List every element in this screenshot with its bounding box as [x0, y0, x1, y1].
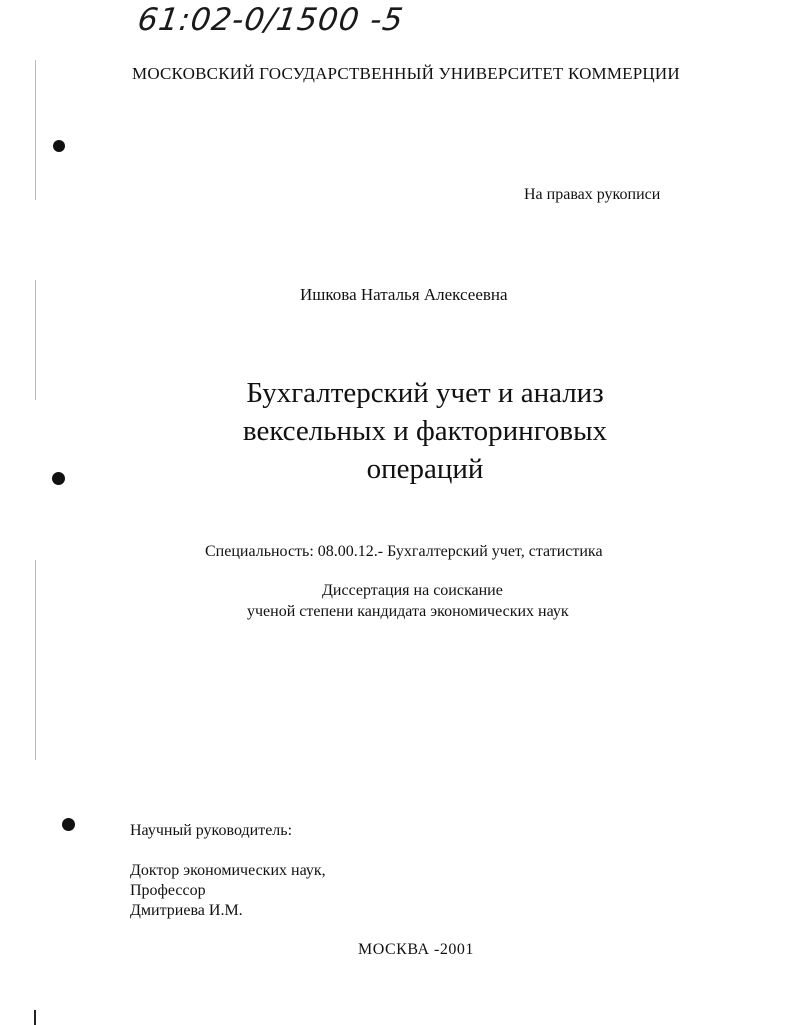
supervisor-name: Дмитриева И.М. — [130, 902, 243, 919]
university-name: МОСКОВСКИЙ ГОСУДАРСТВЕННЫЙ УНИВЕРСИТЕТ КОММЕРЦИИ — [132, 64, 680, 83]
supervisor-degree: Доктор экономических наук, — [130, 862, 326, 879]
scan-margin-line — [35, 560, 36, 760]
scan-margin-line — [35, 60, 36, 200]
dissertation-line: Диссертация на соискание — [322, 582, 503, 599]
scan-edge-mark — [34, 1010, 36, 1025]
author-name: Ишкова Наталья Алексеевна — [300, 285, 508, 304]
supervisor-label: Научный руководитель: — [130, 822, 293, 839]
punch-hole — [62, 818, 75, 831]
dissertation-title — [0, 374, 793, 488]
supervisor-rank: Профессор — [130, 882, 206, 899]
specialty-line: Специальность: 08.00.12.- Бухгалтерский учет, статистика — [205, 543, 603, 560]
rights-note: На правах рукописи — [524, 186, 661, 203]
dissertation-line: ученой степени кандидата экономических наук — [247, 603, 569, 620]
title-line: Бухгалтерский учет и анализ — [246, 377, 604, 409]
handwritten-catalog-code: 61:02-0/1500 -5 — [135, 2, 406, 38]
punch-hole — [53, 140, 65, 152]
city-year: МОСКВА -2001 — [358, 941, 474, 958]
title-line: операций — [366, 453, 484, 485]
title-line: вексельных и факторинговых — [242, 415, 608, 447]
